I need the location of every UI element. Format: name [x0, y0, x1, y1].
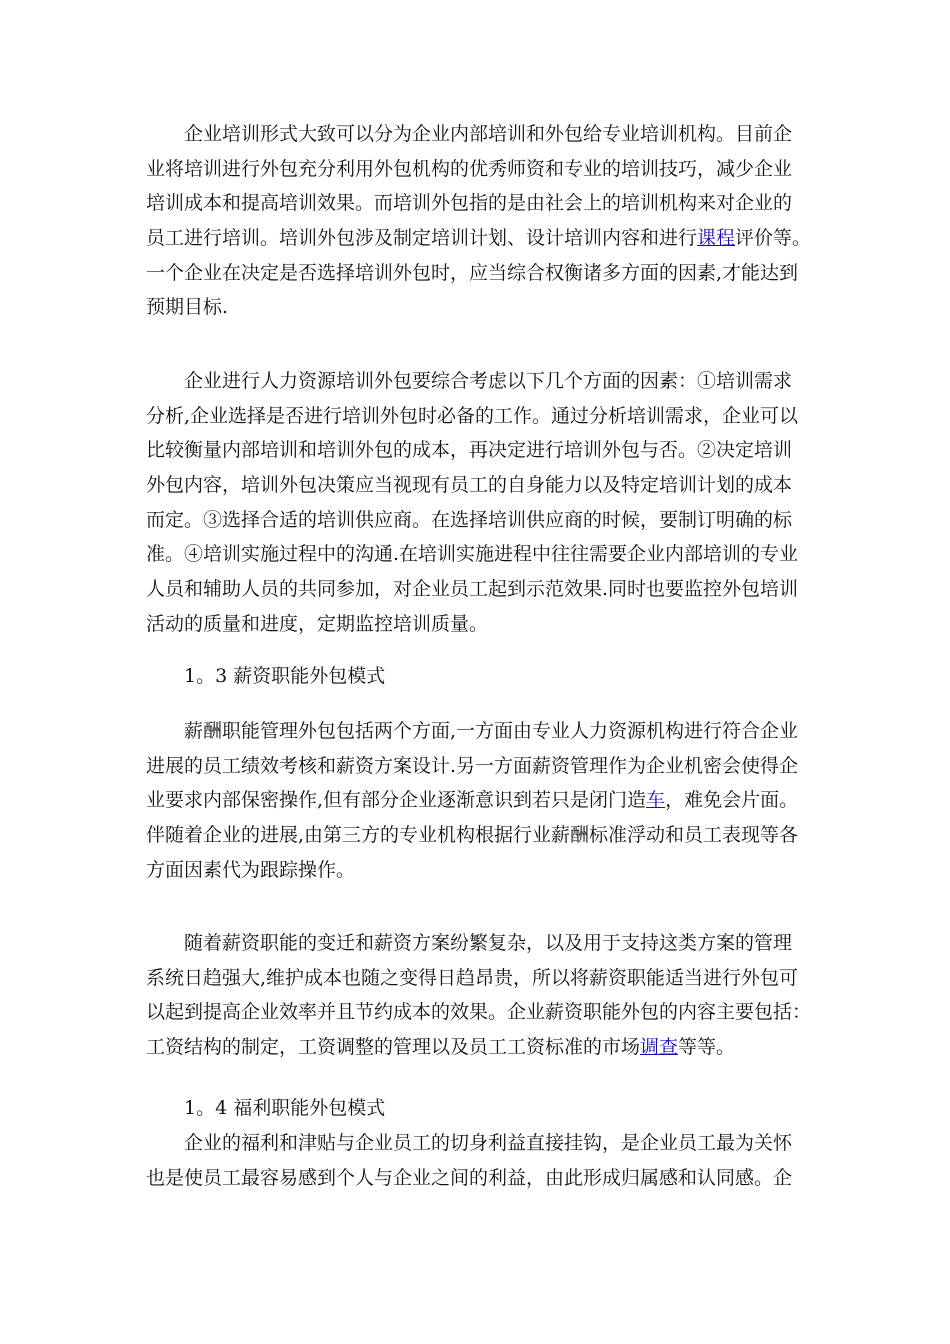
text-line: 业将培训进行外包充分利用外包机构的优秀师资和专业的培训技巧，减少企业 [146, 157, 793, 180]
text-line [146, 783, 810, 818]
text-line: 企业培训形式大致可以分为企业内部培训和外包给专业培训机构。目前企 [184, 123, 793, 145]
text-segment: ，难免会片面。 [665, 789, 799, 812]
link-course[interactable]: 课程 [697, 227, 736, 250]
text-line: 准。④培训实施过程中的沟通.在培训实施进程中往往需要企业内部培训的专业 [146, 543, 799, 566]
paragraph-training-outsourcing [146, 117, 810, 325]
link-survey[interactable]: 调查 [640, 1036, 679, 1059]
text-line: 企业的福利和津贴与企业员工的切身利益直接挂钩，是企业员工最为关怀 [184, 1132, 793, 1154]
text-line [146, 221, 810, 256]
text-line: 随着薪资职能的变迁和薪资方案纷繁复杂，以及用于支持这类方案的管理 [184, 932, 793, 954]
paragraph-welfare-outsourcing [146, 1126, 810, 1195]
text-line: 人员和辅助人员的共同参加，对企业员工起到示范效果.同时也要监控外包培训 [146, 578, 799, 601]
section-heading-1-4: 1。4 福利职能外包模式 [184, 1097, 386, 1119]
text-line: 比较衡量内部培训和培训外包的成本，再决定进行培训外包与否。②决定培训 [146, 439, 793, 462]
text-line: 薪酬职能管理外包包括两个方面,一方面由专业人力资源机构进行符合企业 [184, 720, 799, 742]
text-line: 而定。③选择合适的培训供应商。在选择培训供应商的时候，要制订明确的标 [146, 508, 793, 531]
text-segment: 评价等。 [735, 227, 812, 250]
text-line: 活动的质量和进度，定期监控培训质量。 [146, 612, 489, 635]
paragraph-training-factors [146, 364, 810, 642]
text-line: 系统日趋强大,维护成本也随之变得日趋昂贵，所以将薪资职能适当进行外包可 [146, 966, 799, 989]
text-line: 一个企业在决定是否选择培训外包时，应当综合权衡诸多方面的因素,才能达到 [146, 261, 799, 284]
link-car[interactable]: 车 [646, 789, 666, 812]
text-line: 方面因素代为跟踪操作。 [146, 858, 356, 881]
text-line: 也是使员工最容易感到个人与企业之间的利益，由此形成归属感和认同感。企 [146, 1166, 793, 1189]
text-line: 以起到提高企业效率并且节约成本的效果。企业薪资职能外包的内容主要包括： [146, 1001, 812, 1024]
text-segment: 员工进行培训。培训外包涉及制定培训计划、设计培训内容和进行 [146, 227, 698, 250]
text-line: 预期目标. [146, 296, 229, 319]
text-line [146, 1030, 810, 1065]
paragraph-payroll-outsourcing [146, 714, 810, 887]
text-line: 进展的员工绩效考核和薪资方案设计.另一方面薪资管理作为企业机密会使得企 [146, 754, 799, 777]
text-line: 企业进行人力资源培训外包要综合考虑以下几个方面的因素：①培训需求 [184, 370, 793, 392]
paragraph-payroll-content [146, 926, 810, 1065]
text-segment: 工资结构的制定，工资调整的管理以及员工工资标准的市场 [146, 1036, 641, 1059]
text-line: 培训成本和提高培训效果。而培训外包指的是由社会上的培训机构来对企业的 [146, 192, 793, 215]
text-segment: 业要求内部保密操作,但有部分企业逐渐意识到若只是闭门造 [146, 789, 647, 812]
text-line: 分析,企业选择是否进行培训外包时必备的工作。通过分析培训需求，企业可以 [146, 404, 799, 427]
text-segment: 等等。 [678, 1036, 736, 1059]
section-heading-1-3: 1。3 薪资职能外包模式 [184, 665, 386, 687]
text-line: 外包内容，培训外包决策应当视现有员工的自身能力以及特定培训计划的成本 [146, 474, 793, 497]
text-line: 伴随着企业的进展,由第三方的专业机构根据行业薪酬标准浮动和员工表现等各 [146, 824, 799, 847]
